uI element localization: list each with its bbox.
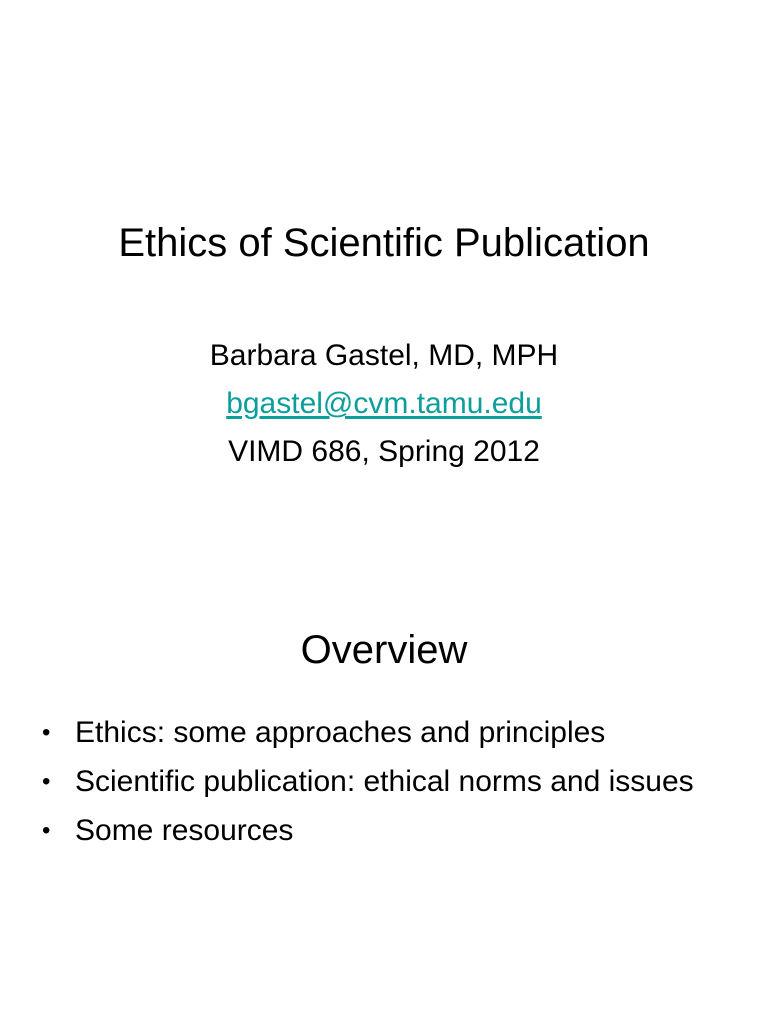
bullet-item [42, 712, 722, 754]
bullet-item [42, 810, 722, 852]
bullet-item [42, 761, 722, 803]
overview-bullet-list [42, 712, 722, 859]
overview-title: Overview [300, 628, 468, 672]
bullet-text: Scientific publication: ethical norms and issues [75, 765, 694, 798]
author-name: Barbara Gastel, MD, MPH [209, 339, 559, 372]
slide-title: Ethics of Scientific Publication [118, 221, 650, 265]
bullet-text: Some resources [75, 814, 294, 847]
bullet-icon: • [42, 768, 51, 795]
email-link[interactable]: bgastel@cvm.tamu.edu [226, 387, 542, 420]
course-info: VIMD 686, Spring 2012 [228, 435, 540, 468]
slide-subtitle [0, 332, 768, 476]
bullet-text: Ethics: some approaches and principles [75, 716, 606, 749]
bullet-icon: • [42, 719, 51, 746]
overview-slide [0, 512, 768, 1024]
bullet-icon: • [42, 817, 51, 844]
